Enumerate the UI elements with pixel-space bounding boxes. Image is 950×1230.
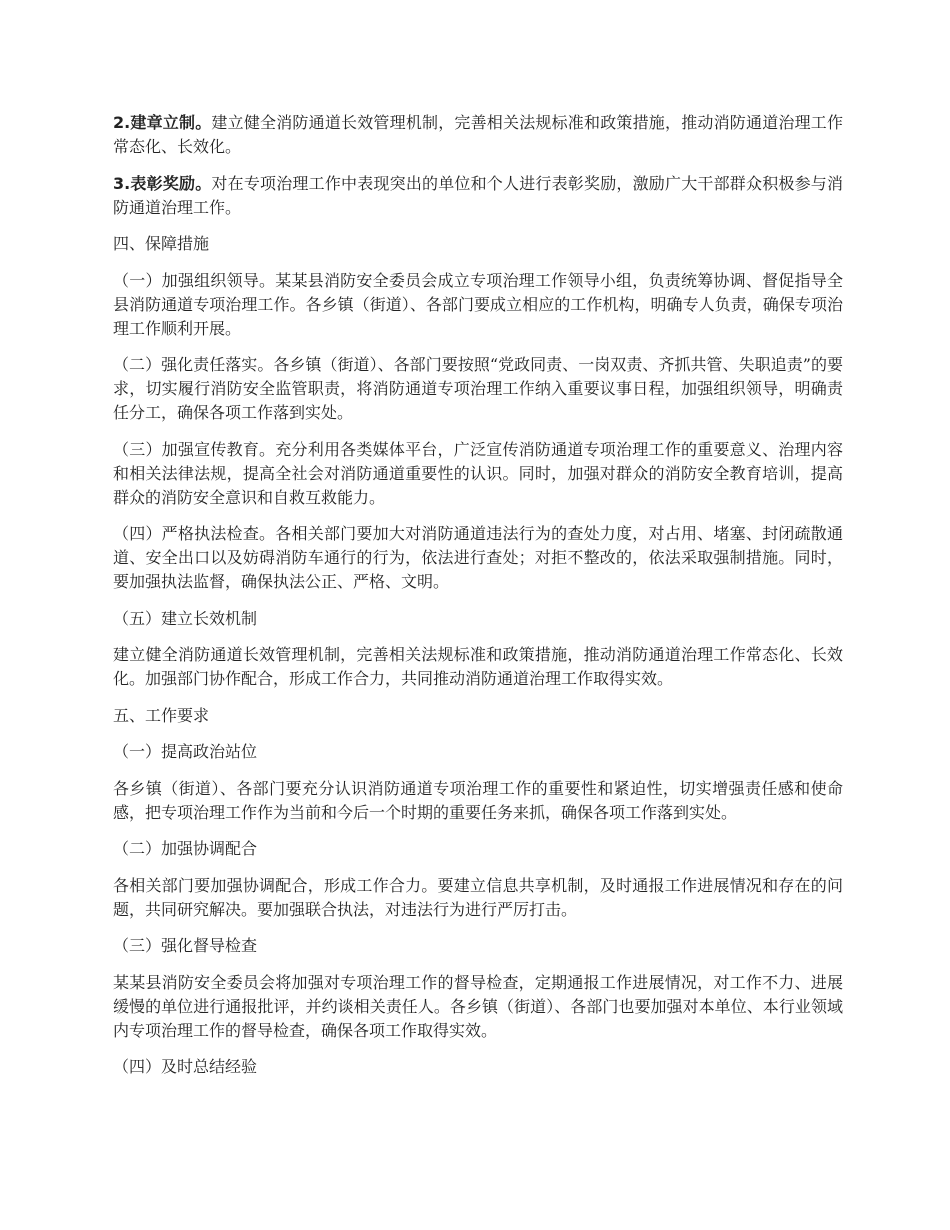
paragraph-publicity-education: （三）加强宣传教育。充分利用各类媒体平台，广泛宣传消防通道专项治理工作的重要意义、治理内容和相关法律法规，提高全社会对消防通道重要性的认识。同时，加强对群众的消防安全教育培训，提高群众的消防安全意识和自救互救能力。: [113, 439, 843, 507]
paragraph-organization-leadership: （一）加强组织领导。某某县消防安全委员会成立专项治理工作领导小组，负责统筹协调、督促指导全县消防通道专项治理工作。各乡镇（街道）、各部门要成立相应的工作机构，明确专人负责，确保专项治理工作顺利开展。: [113, 270, 843, 338]
paragraph-supervision: 某某县消防安全委员会将加强对专项治理工作的督导检查，定期通报工作进展情况，对工作不力、进展缓慢的单位进行通报批评，并约谈相关责任人。各乡镇（街道）、各部门也要加强对本单位、本行业领域内专项治理工作的督导检查，确保各项工作取得实效。: [113, 972, 843, 1040]
paragraph-text: 对在专项治理工作中表现突出的单位和个人进行表彰奖励，激励广大干部群众积极参与消防通道治理工作。: [113, 173, 843, 217]
subheading-long-term-mechanism: （五）建立长效机制: [113, 608, 258, 628]
document-page: [113, 111, 843, 1092]
paragraph-lead: 2.建章立制。: [113, 113, 212, 132]
paragraph-responsibility: （二）强化责任落实。各乡镇（街道）、各部门要按照“党政同责、一岗双责、齐抓共管、失职追责”的要求，切实履行消防安全监管职责，将消防通道专项治理工作纳入重要议事日程，加强组织领导，明确责任分工，确保各项工作落到实处。: [113, 355, 843, 422]
subheading-summarize-experience: （四）及时总结经验: [113, 1057, 258, 1076]
paragraph-text: 建立健全消防通道长效管理机制，完善相关法规标准和政策措施，推动消防通道治理工作常态化、长效化。: [113, 113, 843, 156]
paragraph-lead: 3.表彰奖励。: [113, 173, 212, 193]
paragraph-commendation: [113, 172, 843, 220]
subheading-supervision: （三）强化督导检查: [113, 936, 258, 955]
subheading-political-stance: （一）提高政治站位: [113, 742, 258, 761]
section-heading-work-requirements: 五、工作要求: [113, 705, 210, 725]
section-heading-safeguards: 四、保障措施: [113, 234, 210, 253]
paragraph-coordination: 各相关部门要加强协调配合，形成工作合力。要建立信息共享机制，及时通报工作进展情况和存在的问题，共同研究解决。要加强联合执法，对违法行为进行严厉打击。: [113, 875, 843, 919]
paragraph-law-enforcement: （四）严格执法检查。各相关部门要加大对消防通道违法行为的查处力度，对占用、堵塞、封闭疏散通道、安全出口以及妨碍消防车通行的行为，依法进行查处；对拒不整改的，依法采取强制措施。同时，要加强执法监督，确保执法公正、严格、文明。: [113, 524, 843, 591]
subheading-coordination: （二）加强协调配合: [113, 839, 258, 858]
paragraph-long-term-mechanism: 建立健全消防通道长效管理机制，完善相关法规标准和政策措施，推动消防通道治理工作常态化、长效化。加强部门协作配合，形成工作合力，共同推动消防通道治理工作取得实效。: [113, 645, 843, 688]
paragraph-establish-system: [113, 111, 843, 159]
paragraph-political-stance: 各乡镇（街道）、各部门要充分认识消防通道专项治理工作的重要性和紧迫性，切实增强责任感和使命感，把专项治理工作作为当前和今后一个时期的重要任务来抓，确保各项工作落到实处。: [113, 778, 843, 822]
